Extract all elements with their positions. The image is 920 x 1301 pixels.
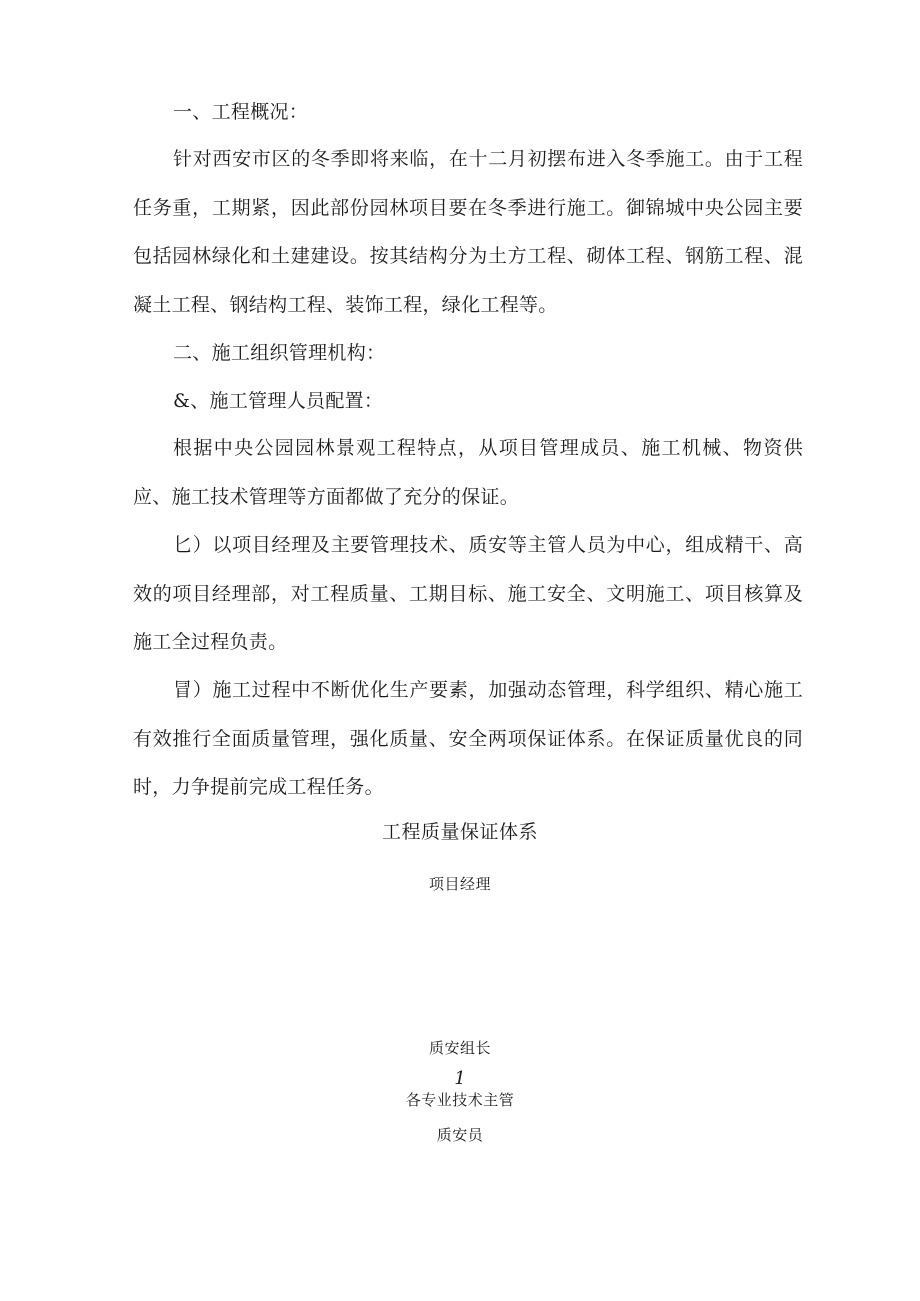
staffing-subheading: &、施工管理人员配置：	[173, 390, 384, 412]
diagram-title: 工程质量保证体系	[381, 821, 538, 843]
section-2-heading: 二、施工组织管理机构：	[173, 342, 386, 364]
point-2-paragraph: 冒）施工过程中不断优化生产要素，加强动态管理，科学组织、精心施工有效推行全面质量管理，强化质量、安全两项保证体系。在保证质量优良的同时，力争提前完成工程任务。	[133, 679, 803, 798]
staffing-paragraph: 根据中央公园园林景观工程特点，从项目管理成员、施工机械、物资供应、施工技术管理等方面都做了充分的保证。	[133, 437, 803, 508]
node-technical-supervisors: 各专业技术主管	[405, 1091, 515, 1109]
connector-mark: 1	[454, 1068, 466, 1089]
point-1-paragraph: 匕）以项目经理及主要管理技术、质安等主管人员为中心，组成精干、高效的项目经理部，对工程质量、工期目标、施工安全、文明施工、项目核算及施工全过程负责。	[133, 534, 803, 653]
node-project-manager: 项目经理	[428, 875, 491, 893]
node-quality-safety-officer: 质安员	[436, 1126, 484, 1144]
node-quality-safety-leader: 质安组长	[428, 1039, 491, 1057]
section-1-paragraph: 针对西安市区的冬季即将来临，在十二月初摆布进入冬季施工。由于工程任务重，工期紧，因此部份园林项目要在冬季进行施工。御锦城中央公园主要包括园林绿化和土建建设。按其结构分为土方工程、砌体工程、钢筋工程、混凝土工程、钢结构工程、装饰工程，绿化工程等。	[133, 148, 803, 316]
section-1-heading: 一、工程概况：	[173, 101, 309, 123]
